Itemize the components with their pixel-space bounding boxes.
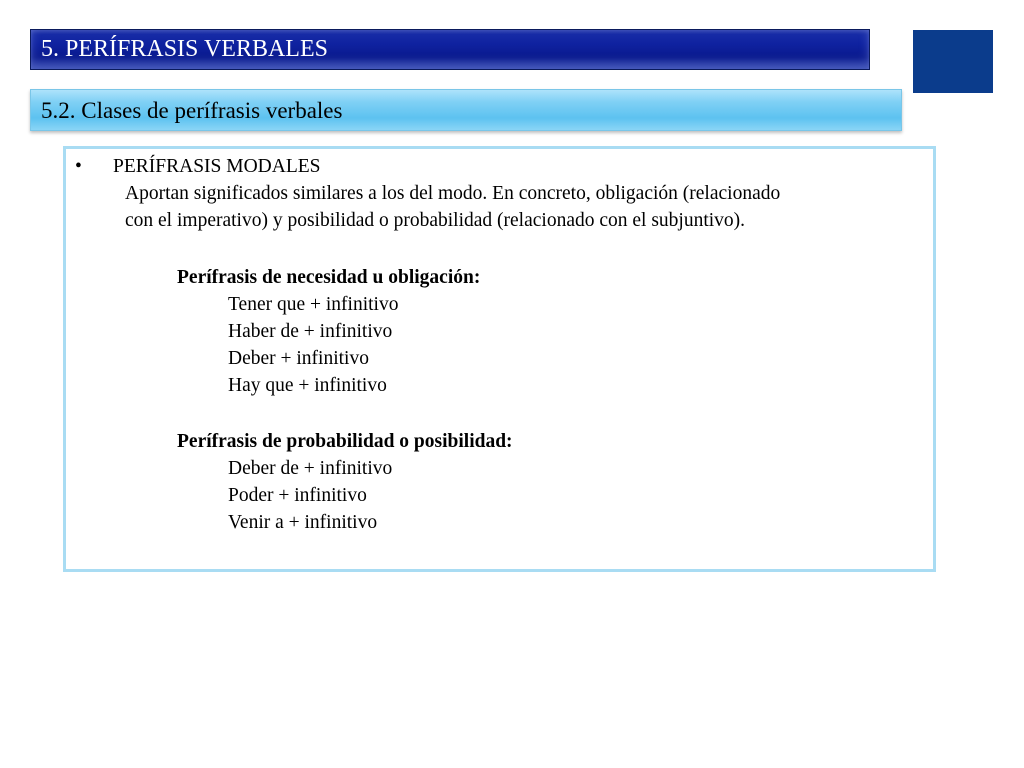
list-item: Tener que + infinitivo: [228, 294, 399, 315]
list-item: Venir a + infinitivo: [228, 512, 378, 533]
section-heading-necesidad: Perífrasis de necesidad u obligación:: [177, 267, 481, 288]
content-box: [63, 146, 936, 572]
slide-title: 5. PERÍFRASIS VERBALES: [41, 36, 328, 62]
section-heading-probabilidad: Perífrasis de probabilidad o posibilidad:: [177, 431, 513, 452]
description-line-1: Aportan significados similares a los del modo. En concreto, obligación (relacionado: [125, 183, 781, 204]
bullet-icon: •: [75, 156, 82, 177]
bullet-heading: PERÍFRASIS MODALES: [113, 156, 321, 177]
corner-decoration: [913, 30, 993, 93]
list-item: Poder + infinitivo: [228, 485, 367, 506]
slide-subtitle: 5.2. Clases de perífrasis verbales: [41, 98, 343, 123]
subtitle-bar: [30, 89, 902, 131]
list-item: Haber de + infinitivo: [228, 321, 393, 342]
title-bar: [30, 29, 870, 70]
list-item: Hay que + infinitivo: [228, 375, 387, 396]
list-item: Deber de + infinitivo: [228, 458, 393, 479]
description-line-2: con el imperativo) y posibilidad o probabilidad (relacionado con el subjuntivo).: [125, 210, 746, 231]
list-item: Deber + infinitivo: [228, 348, 369, 369]
